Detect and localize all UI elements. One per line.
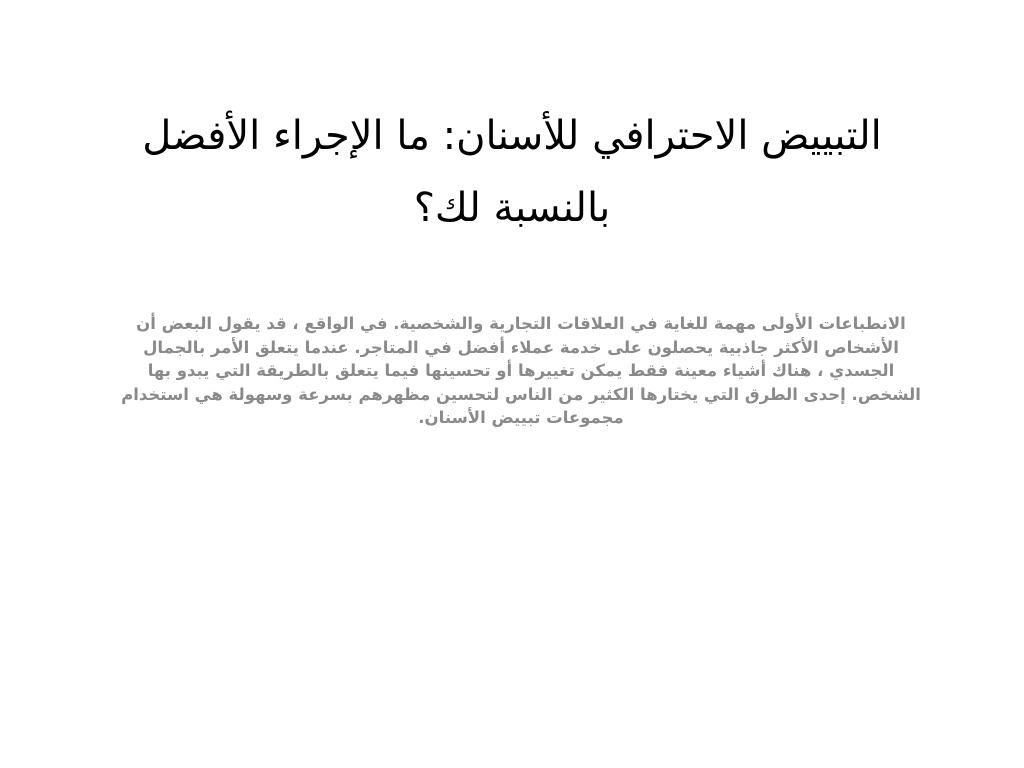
slide-body-text: الانطباعات الأولى مهمة للغاية في العلاقات التجارية والشخصية. في الواقع ، قد يقول البعض أن الأشخاص الأكثر جاذبية يحصلون على خدمة عملاء أفضل في المتاجر. عندما يتعلق الأمر بالجمال الجسدي ، هناك أشياء معينة فقط يمكن تغييرها أو تحسينها فيما يتعلق بالطريقة التي يبدو بها الشخص. إحدى الطرق التي يختارها الكثير من الناس لتحسين مظهرهم بسرعة وسهولة هي استخدام مجموعات تبييض الأسنان.: [121, 314, 921, 427]
slide-title: التبييض الاحترافي للأسنان: ما الإجراء الأفضل بالنسبة لك؟: [142, 113, 882, 231]
